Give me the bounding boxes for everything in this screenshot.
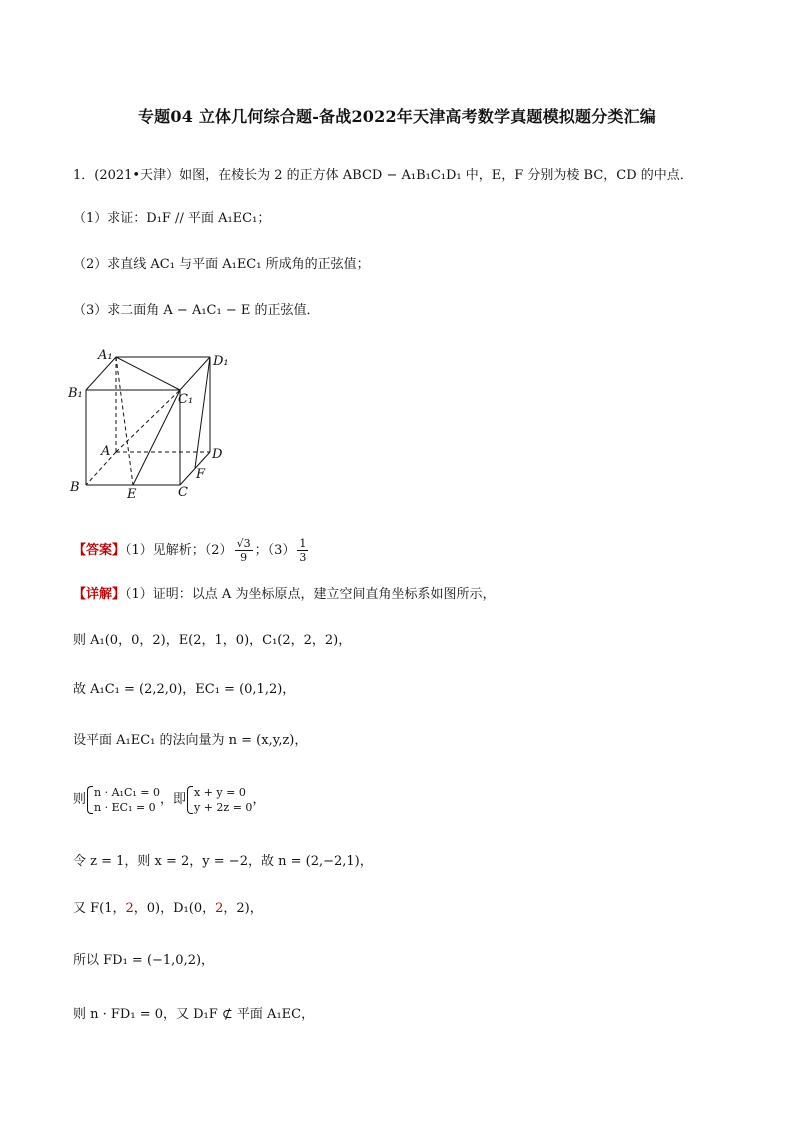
detail-line-6: 令 z = 1，则 x = 2，y = −2，故 n = (2,−2,1)， — [73, 854, 373, 869]
detail-line-9: 则 n · FD₁ = 0，又 D₁F ⊄ 平面 A₁EC， — [73, 1007, 315, 1022]
detail-text: 则 — [73, 792, 87, 807]
highlight-value: 2 — [215, 901, 224, 916]
answer-fraction-2 — [235, 537, 253, 564]
detail-text: ，即 — [159, 792, 186, 807]
answer-fraction-3 — [297, 537, 308, 564]
equation: x + y = 0 — [194, 785, 246, 799]
label-C1: C₁ — [178, 392, 194, 407]
detail-text: 又 F(1， — [73, 901, 126, 916]
label-D1: D₁ — [213, 354, 229, 369]
highlight-value: 2 — [125, 901, 134, 916]
detail-line-2: 则 A₁(0，0，2)，E(2，1，0)，C₁(2，2，2)， — [73, 633, 352, 648]
answer-tag: 【答案】 — [73, 543, 126, 558]
equation-system-1 — [86, 785, 160, 815]
label-B1: B₁ — [68, 386, 83, 401]
answer-line — [73, 534, 753, 568]
label-D: D — [212, 447, 223, 462]
detail-line-4: 设平面 A₁EC₁ 的法向量为 n = (x,y,z)， — [73, 733, 308, 748]
label-E: E — [127, 487, 137, 502]
detail-line-8: 所以 FD₁ = (−1,0,2)， — [73, 953, 215, 968]
detail-text: （1）证明：以点 A 为坐标原点，建立空间直角坐标系如图所示， — [125, 587, 496, 602]
detail-line-1 — [73, 585, 753, 605]
fraction-numerator: √3 — [236, 537, 251, 550]
label-B: B — [70, 480, 80, 495]
detail-text: ，2)， — [223, 901, 263, 916]
cube-figure — [68, 345, 238, 505]
question-1: （1）求证：D₁F // 平面 A₁EC₁； — [73, 211, 271, 226]
label-A: A — [101, 444, 111, 459]
label-C: C — [178, 485, 188, 500]
equation: n · EC₁ = 0 — [94, 800, 156, 814]
detail-text: ， — [252, 792, 266, 807]
fraction-denominator: 3 — [299, 551, 307, 564]
label-A1: A₁ — [98, 348, 113, 363]
equation-system-2 — [186, 785, 252, 815]
detail-line-7 — [73, 899, 753, 919]
answer-separator: ；（3） — [254, 543, 296, 558]
detail-line-3: 故 A₁C₁ = (2,2,0)，EC₁ = (0,1,2)， — [73, 682, 296, 697]
fraction-numerator: 1 — [299, 537, 307, 550]
equation: n · A₁C₁ = 0 — [94, 785, 160, 799]
detail-tag: 【详解】 — [73, 587, 126, 602]
answer-part1: （1）见解析；（2） — [125, 543, 233, 558]
detail-text: ，0)，D₁(0， — [133, 901, 216, 916]
page-title: 专题04 立体几何综合题-备战2022年天津高考数学真题模拟题分类汇编 — [137, 107, 656, 126]
question-3: （3）求二面角 A − A₁C₁ − E 的正弦值． — [73, 303, 320, 318]
fraction-denominator: 9 — [240, 551, 248, 564]
question-2: （2）求直线 AC₁ 与平面 A₁EC₁ 所成角的正弦值； — [73, 257, 370, 272]
problem-intro: 1．(2021•天津）如图，在棱长为 2 的正方体 ABCD − A₁B₁C₁D₁ 中，E，F 分别为棱 BC，CD 的中点． — [73, 168, 693, 183]
detail-line-5 — [73, 780, 753, 820]
equation: y + 2z = 0 — [194, 800, 253, 814]
label-F: F — [196, 467, 206, 482]
